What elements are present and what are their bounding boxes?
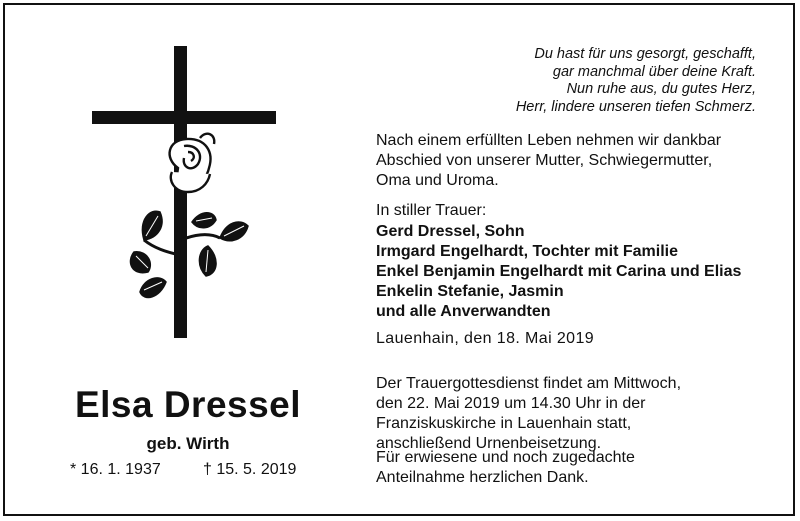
mourner-entry: Irmgard Engelhardt, Tochter mit Familie bbox=[376, 243, 678, 260]
service-line: anschließend Urnenbeisetzung. bbox=[376, 435, 602, 452]
service-line: den 22. Mai 2019 um 14.30 Uhr in der bbox=[376, 395, 646, 412]
intro-text bbox=[376, 131, 776, 191]
place-date: Lauenhain, den 18. Mai 2019 bbox=[376, 330, 595, 347]
intro-line: Nach einem erfüllten Leben nehmen wir dankbar bbox=[376, 132, 722, 149]
service-info bbox=[376, 374, 776, 454]
deceased-name: Elsa Dressel bbox=[74, 384, 302, 425]
poem-line: Du hast für uns gesorgt, geschafft, bbox=[534, 46, 756, 62]
thanks-line: Anteilnahme herzlichen Dank. bbox=[376, 469, 589, 486]
mourner-entry: Gerd Dressel, Sohn bbox=[376, 223, 525, 240]
mourning-label: In stiller Trauer: bbox=[376, 202, 487, 219]
death-date: † 15. 5. 2019 bbox=[203, 461, 297, 478]
mourner-entry: und alle Anverwandten bbox=[376, 303, 551, 320]
intro-line: Abschied von unserer Mutter, Schwiegermutter, bbox=[376, 152, 713, 169]
memorial-poem bbox=[396, 46, 756, 116]
birth-date: * 16. 1. 1937 bbox=[70, 461, 161, 478]
thanks-line: Für erwiesene und noch zugedachte bbox=[376, 449, 635, 466]
intro-line: Oma und Uroma. bbox=[376, 172, 499, 189]
service-line: Der Trauergottesdienst findet am Mittwoch, bbox=[376, 375, 682, 392]
service-line: Franziskuskirche in Lauenhain statt, bbox=[376, 415, 632, 432]
mourner-entry: Enkelin Stefanie, Jasmin bbox=[376, 283, 564, 300]
maiden-name: geb. Wirth bbox=[146, 434, 230, 453]
poem-line: Nun ruhe aus, du gutes Herz, bbox=[566, 81, 756, 97]
cross-with-rose-icon bbox=[88, 40, 288, 345]
poem-line: gar manchmal über deine Kraft. bbox=[552, 63, 756, 80]
mourners-list bbox=[376, 222, 741, 322]
poem-line: Herr, lindere unseren tiefen Schmerz. bbox=[515, 98, 756, 115]
thanks-text bbox=[376, 448, 776, 488]
mourner-entry: Enkel Benjamin Engelhardt mit Carina und Elias bbox=[376, 263, 742, 280]
